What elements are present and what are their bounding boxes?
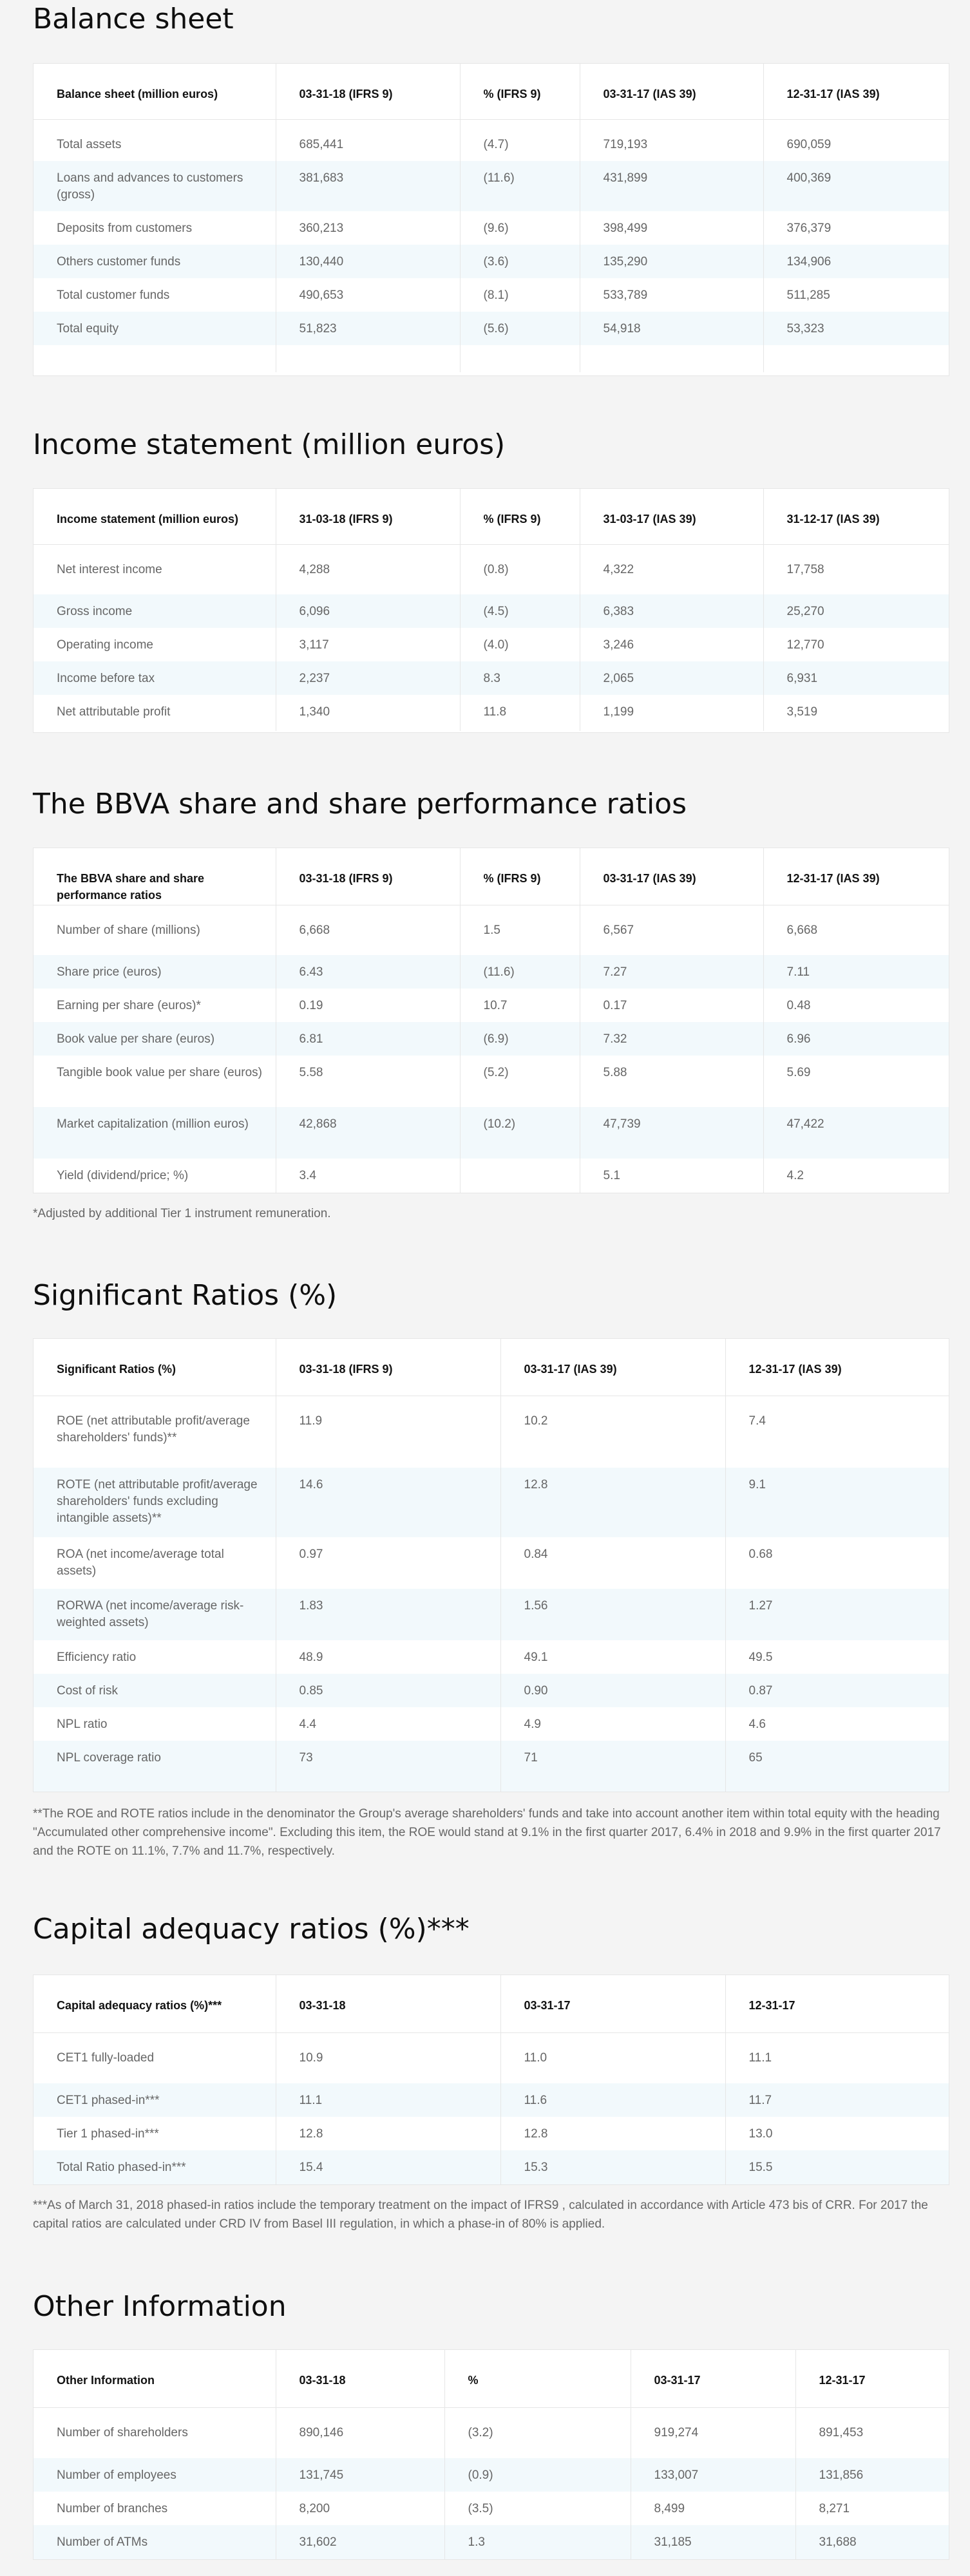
table-row bbox=[33, 2525, 949, 2559]
table-cell: 1.27 bbox=[725, 1589, 949, 1640]
capital-adequacy-footnote: ***As of March 31, 2018 phased-in ratios include the temporary treatment on the impact of IFRS9 , calculated in accordance with Article 473 bis of CRR. For 2017 the capital ratios are calculated under CRD IV from Basel III regulation, in which a phase-in of 80% is applied. bbox=[33, 2199, 928, 2231]
table-cell: 1.83 bbox=[276, 1589, 500, 1640]
table-row bbox=[33, 1468, 949, 1537]
table-row bbox=[33, 2117, 949, 2150]
table-cell: 7.4 bbox=[748, 1414, 766, 1428]
row-label: Tangible book value per share (euros) bbox=[33, 1056, 276, 1107]
table-cell: 4.6 bbox=[748, 1718, 766, 1731]
table-cell: (9.6) bbox=[460, 211, 580, 245]
table-cell: 130,440 bbox=[276, 245, 460, 278]
table-cell: 0.68 bbox=[748, 1548, 773, 1561]
header-row bbox=[33, 1339, 949, 1396]
table-cell: 3,246 bbox=[580, 628, 763, 661]
table-cell: (0.8) bbox=[460, 544, 580, 594]
header-row bbox=[33, 2350, 949, 2407]
table-row bbox=[33, 544, 949, 594]
row-label: CET1 phased-in*** bbox=[33, 2083, 276, 2117]
row-label: ROA (net income/average total assets) bbox=[33, 1537, 276, 1589]
header-row bbox=[33, 489, 949, 544]
empty-row bbox=[33, 345, 949, 372]
income-statement-table bbox=[33, 489, 949, 731]
other-information-table bbox=[33, 2350, 949, 2559]
table-cell: 1.56 bbox=[500, 1589, 725, 1640]
table-cell: 10.9 bbox=[276, 2032, 500, 2083]
column-header: 03-31-17 (IAS 39) bbox=[500, 1339, 725, 1396]
table-cell: 1.3 bbox=[444, 2525, 631, 2559]
empty-cell bbox=[276, 345, 460, 372]
table-cell: 134,906 bbox=[763, 245, 949, 278]
row-label: ROTE (net attributable profit/average shareholders' funds excluding intangible assets)** bbox=[33, 1468, 276, 1537]
row-label: RORWA (net income/average risk-weighted assets) bbox=[33, 1589, 276, 1640]
table-row bbox=[33, 1022, 949, 1056]
row-label: Total equity bbox=[33, 312, 276, 345]
table-cell: 719,193 bbox=[580, 119, 763, 161]
row-label: Yield (dividend/price; %) bbox=[33, 1159, 276, 1193]
table-row bbox=[33, 1707, 949, 1741]
table-cell: 511,285 bbox=[786, 288, 830, 302]
table-cell: 685,441 bbox=[276, 119, 460, 161]
table-cell: 2,065 bbox=[580, 661, 763, 695]
table-row bbox=[33, 1056, 949, 1107]
table-cell: 1,340 bbox=[276, 695, 460, 731]
table-cell: 73 bbox=[276, 1741, 500, 1792]
row-label: Net attributable profit bbox=[33, 695, 276, 731]
table-cell: 0.87 bbox=[725, 1674, 949, 1707]
table-cell: 6,668 bbox=[276, 905, 460, 955]
table-cell: 8,200 bbox=[276, 2492, 444, 2525]
row-label: Net interest income bbox=[33, 544, 276, 594]
table-cell: (5.6) bbox=[460, 312, 580, 345]
table-cell: 11.6 bbox=[500, 2083, 725, 2117]
table-cell: 49.5 bbox=[748, 1651, 773, 1664]
table-cell: 3.4 bbox=[276, 1159, 460, 1193]
table-cell: 376,379 bbox=[786, 221, 832, 235]
table-cell: 31,688 bbox=[795, 2525, 949, 2559]
income-statement-title: Income statement (million euros) bbox=[33, 428, 506, 461]
table-cell: 31,602 bbox=[276, 2525, 444, 2559]
table-cell: 6,096 bbox=[276, 594, 460, 628]
table-row bbox=[33, 2032, 949, 2083]
row-label: Market capitalization (million euros) bbox=[33, 1107, 276, 1159]
row-label: Number of shareholders bbox=[33, 2407, 276, 2458]
table-cell: (5.2) bbox=[460, 1056, 580, 1107]
table-cell: 0.17 bbox=[580, 989, 763, 1022]
table-cell: (3.6) bbox=[460, 245, 580, 278]
empty-cell bbox=[580, 345, 763, 372]
row-label: Cost of risk bbox=[33, 1674, 276, 1707]
table-row bbox=[33, 1741, 949, 1792]
column-header: Significant Ratios (%) bbox=[33, 1339, 276, 1396]
empty-cell bbox=[33, 345, 276, 372]
table-row bbox=[33, 989, 949, 1022]
column-header: 31-12-17 (IAS 39) bbox=[763, 489, 949, 544]
table-cell: 2,237 bbox=[276, 661, 460, 695]
table-cell: 0.97 bbox=[276, 1537, 500, 1589]
table-cell: 6,668 bbox=[786, 923, 818, 937]
table-row bbox=[33, 245, 949, 278]
table-cell: 12.8 bbox=[500, 1468, 725, 1537]
table-cell: 360,213 bbox=[276, 211, 460, 245]
row-label: Income before tax bbox=[33, 661, 276, 695]
table-cell: 6,931 bbox=[763, 661, 949, 695]
table-cell: 4.4 bbox=[276, 1707, 500, 1741]
table-cell: 15.5 bbox=[725, 2150, 949, 2184]
table-cell: 11.8 bbox=[460, 695, 580, 731]
table-row bbox=[33, 278, 949, 312]
table-cell: (4.0) bbox=[460, 628, 580, 661]
table-cell: 13.0 bbox=[748, 2127, 773, 2141]
column-header: 12-31-17 bbox=[725, 1975, 949, 2032]
table-row bbox=[33, 1396, 949, 1468]
table-row bbox=[33, 628, 949, 661]
table-cell: 31,185 bbox=[631, 2525, 795, 2559]
table-cell: 12,770 bbox=[786, 638, 824, 652]
table-row bbox=[33, 2407, 949, 2458]
header-row bbox=[33, 64, 949, 119]
table-row bbox=[33, 1589, 949, 1640]
table-cell: 131,745 bbox=[276, 2458, 444, 2492]
row-label: Number of employees bbox=[33, 2458, 276, 2492]
table-cell: 5.58 bbox=[276, 1056, 460, 1107]
table-cell: 131,856 bbox=[795, 2458, 949, 2492]
column-header: 03-31-18 (IFRS 9) bbox=[276, 848, 460, 905]
table-cell: 0.90 bbox=[500, 1674, 725, 1707]
table-cell: 4,322 bbox=[580, 544, 763, 594]
table-cell: 25,270 bbox=[763, 594, 949, 628]
table-row bbox=[33, 161, 949, 211]
table-cell: 4.9 bbox=[500, 1707, 725, 1741]
table-cell: (3.2) bbox=[444, 2407, 631, 2458]
table-cell: 8,499 bbox=[631, 2492, 795, 2525]
row-label: Number of ATMs bbox=[33, 2525, 276, 2559]
column-header: The BBVA share and share performance ratios bbox=[33, 848, 276, 905]
table-cell: 5.1 bbox=[580, 1159, 763, 1193]
table-cell: 4.2 bbox=[786, 1169, 804, 1182]
significant-ratios-card bbox=[33, 1338, 949, 1792]
column-header: 03-31-17 (IAS 39) bbox=[580, 848, 763, 905]
table-cell: 0.48 bbox=[786, 999, 811, 1012]
table-cell: 49.1 bbox=[500, 1640, 725, 1674]
table-cell: 7.32 bbox=[580, 1022, 763, 1056]
row-label: ROE (net attributable profit/average shareholders' funds)** bbox=[33, 1396, 276, 1468]
table-row bbox=[33, 312, 949, 345]
column-header: % bbox=[444, 2350, 631, 2407]
column-header: 31-03-17 (IAS 39) bbox=[580, 489, 763, 544]
row-label: Earning per share (euros)* bbox=[33, 989, 276, 1022]
column-header: 03-31-18 (IFRS 9) bbox=[276, 1339, 500, 1396]
capital-adequacy-title: Capital adequacy ratios (%)*** bbox=[33, 1913, 470, 1946]
row-label: Total Ratio phased-in*** bbox=[33, 2150, 276, 2184]
column-header: 31-03-18 (IFRS 9) bbox=[276, 489, 460, 544]
table-cell: 12.8 bbox=[276, 2117, 500, 2150]
table-cell: 65 bbox=[725, 1741, 949, 1792]
row-label: Total assets bbox=[33, 119, 276, 161]
table-cell: (8.1) bbox=[460, 278, 580, 312]
table-cell: 5.69 bbox=[786, 1066, 811, 1079]
table-row bbox=[33, 905, 949, 955]
table-cell: 5.88 bbox=[580, 1056, 763, 1107]
table-row bbox=[33, 2083, 949, 2117]
table-cell: 6.96 bbox=[763, 1022, 949, 1056]
table-cell: 3,519 bbox=[786, 705, 818, 719]
column-header: 03-31-18 bbox=[276, 2350, 444, 2407]
table-cell: 490,653 bbox=[276, 278, 460, 312]
row-label: Loans and advances to customers (gross) bbox=[33, 161, 276, 211]
table-cell: 11.7 bbox=[725, 2083, 949, 2117]
table-row bbox=[33, 1159, 949, 1193]
significant-ratios-table bbox=[33, 1339, 949, 1792]
table-cell: 51,823 bbox=[276, 312, 460, 345]
header-row bbox=[33, 1975, 949, 2032]
column-header: % (IFRS 9) bbox=[460, 64, 580, 119]
table-cell: 6,567 bbox=[580, 905, 763, 955]
table-cell: 10.2 bbox=[500, 1396, 725, 1468]
share-table bbox=[33, 848, 949, 1193]
table-cell: 0.19 bbox=[276, 989, 460, 1022]
table-cell: (3.5) bbox=[444, 2492, 631, 2525]
table-cell: 4,288 bbox=[276, 544, 460, 594]
table-row bbox=[33, 1640, 949, 1674]
column-header: % (IFRS 9) bbox=[460, 489, 580, 544]
table-cell: 133,007 bbox=[631, 2458, 795, 2492]
share-card bbox=[33, 848, 949, 1193]
column-header: 12-31-17 (IAS 39) bbox=[763, 848, 949, 905]
other-information-title: Other Information bbox=[33, 2290, 287, 2323]
table-cell: 12.8 bbox=[500, 2117, 725, 2150]
column-header: 03-31-17 bbox=[631, 2350, 795, 2407]
header-row bbox=[33, 848, 949, 905]
table-cell: 135,290 bbox=[580, 245, 763, 278]
table-cell: 17,758 bbox=[786, 562, 824, 576]
table-cell: 398,499 bbox=[580, 211, 763, 245]
table-cell: 47,739 bbox=[580, 1107, 763, 1159]
table-cell: 11.1 bbox=[748, 2050, 772, 2065]
row-label: Tier 1 phased-in*** bbox=[33, 2117, 276, 2150]
column-header: % (IFRS 9) bbox=[460, 848, 580, 905]
table-row bbox=[33, 955, 949, 989]
significant-ratios-footnote: **The ROE and ROTE ratios include in the denominator the Group's average shareholders' funds and take into account another item within total equity with the heading "Accumulated other comprehensive income". Excluding this item, the ROE would stand at 9.1% in the first quarter 2017, 6.4% in 2018 and 9.9% in the first quarter 2017 and the ROTE on 11.1%, 7.7% and 11.7%, respectively. bbox=[33, 1807, 941, 1858]
table-cell: 0.84 bbox=[500, 1537, 725, 1589]
table-cell: 919,274 bbox=[631, 2407, 795, 2458]
share-title: The BBVA share and share performance ratios bbox=[33, 788, 687, 820]
column-header: Balance sheet (million euros) bbox=[33, 64, 276, 119]
table-row bbox=[33, 2458, 949, 2492]
table-row bbox=[33, 1674, 949, 1707]
table-cell: 1.5 bbox=[460, 905, 580, 955]
table-cell: (0.9) bbox=[444, 2458, 631, 2492]
table-cell: (11.6) bbox=[460, 955, 580, 989]
table-cell: 400,369 bbox=[763, 161, 949, 211]
table-cell bbox=[460, 1159, 580, 1193]
table-row bbox=[33, 594, 949, 628]
table-cell: 71 bbox=[500, 1741, 725, 1792]
table-cell: 0.85 bbox=[276, 1674, 500, 1707]
column-header: 12-31-17 bbox=[795, 2350, 949, 2407]
capital-adequacy-table bbox=[33, 1975, 949, 2184]
row-label: Deposits from customers bbox=[33, 211, 276, 245]
empty-cell bbox=[763, 345, 949, 372]
table-cell: (10.2) bbox=[460, 1107, 580, 1159]
table-cell: 890,146 bbox=[276, 2407, 444, 2458]
other-information-card bbox=[33, 2349, 949, 2560]
table-row bbox=[33, 1107, 949, 1159]
column-header: 12-31-17 (IAS 39) bbox=[763, 64, 949, 119]
table-row bbox=[33, 211, 949, 245]
table-cell: 8.3 bbox=[460, 661, 580, 695]
table-cell: 6,383 bbox=[580, 594, 763, 628]
table-cell: 381,683 bbox=[276, 161, 460, 211]
table-cell: 6.43 bbox=[276, 955, 460, 989]
row-label: Share price (euros) bbox=[33, 955, 276, 989]
income-statement-card bbox=[33, 488, 949, 733]
column-header: 03-31-17 (IAS 39) bbox=[580, 64, 763, 119]
row-label: Total customer funds bbox=[33, 278, 276, 312]
row-label: Gross income bbox=[33, 594, 276, 628]
table-cell: 1,199 bbox=[580, 695, 763, 731]
table-cell: 15.3 bbox=[500, 2150, 725, 2184]
table-cell: 48.9 bbox=[276, 1640, 500, 1674]
column-header: 03-31-17 bbox=[500, 1975, 725, 2032]
table-row bbox=[33, 695, 949, 731]
table-row bbox=[33, 661, 949, 695]
row-label: Book value per share (euros) bbox=[33, 1022, 276, 1056]
table-cell: 9.1 bbox=[725, 1468, 949, 1537]
balance-sheet-title: Balance sheet bbox=[33, 3, 234, 35]
row-label: Operating income bbox=[33, 628, 276, 661]
capital-adequacy-card bbox=[33, 1975, 949, 2185]
table-cell: 53,323 bbox=[763, 312, 949, 345]
table-cell: 15.4 bbox=[276, 2150, 500, 2184]
table-cell: 11.1 bbox=[276, 2083, 500, 2117]
table-cell: 14.6 bbox=[276, 1468, 500, 1537]
row-label: Efficiency ratio bbox=[33, 1640, 276, 1674]
row-label: Number of share (millions) bbox=[33, 905, 276, 955]
column-header: 03-31-18 (IFRS 9) bbox=[276, 64, 460, 119]
balance-sheet-table bbox=[33, 64, 949, 372]
table-cell: 47,422 bbox=[763, 1107, 949, 1159]
column-header: 12-31-17 (IAS 39) bbox=[725, 1339, 949, 1396]
significant-ratios-title: Significant Ratios (%) bbox=[33, 1279, 338, 1312]
row-label: Number of branches bbox=[33, 2492, 276, 2525]
table-cell: 690,059 bbox=[786, 137, 832, 151]
table-row bbox=[33, 2150, 949, 2184]
table-cell: 7.27 bbox=[580, 955, 763, 989]
table-row bbox=[33, 119, 949, 161]
row-label: Others customer funds bbox=[33, 245, 276, 278]
table-cell: 11.0 bbox=[500, 2032, 725, 2083]
table-cell: 42,868 bbox=[276, 1107, 460, 1159]
table-row bbox=[33, 2492, 949, 2525]
table-cell: (11.6) bbox=[460, 161, 580, 211]
table-row bbox=[33, 1537, 949, 1589]
table-cell: 431,899 bbox=[580, 161, 763, 211]
column-header: Income statement (million euros) bbox=[33, 489, 276, 544]
column-header: Capital adequacy ratios (%)*** bbox=[33, 1975, 276, 2032]
table-cell: 891,453 bbox=[819, 2425, 864, 2439]
column-header: 03-31-18 bbox=[276, 1975, 500, 2032]
table-cell: (4.7) bbox=[460, 119, 580, 161]
share-footnote: *Adjusted by additional Tier 1 instrument remuneration. bbox=[33, 1207, 331, 1220]
table-cell: 6.81 bbox=[276, 1022, 460, 1056]
balance-sheet-card bbox=[33, 63, 949, 376]
row-label: NPL ratio bbox=[33, 1707, 276, 1741]
table-cell: 54,918 bbox=[580, 312, 763, 345]
table-cell: 3,117 bbox=[276, 628, 460, 661]
table-cell: 7.11 bbox=[763, 955, 949, 989]
table-cell: 533,789 bbox=[580, 278, 763, 312]
table-cell: 8,271 bbox=[819, 2502, 850, 2515]
row-label: NPL coverage ratio bbox=[33, 1741, 276, 1792]
table-cell: (4.5) bbox=[460, 594, 580, 628]
table-cell: 10.7 bbox=[460, 989, 580, 1022]
column-header: Other Information bbox=[33, 2350, 276, 2407]
empty-cell bbox=[460, 345, 580, 372]
table-cell: (6.9) bbox=[460, 1022, 580, 1056]
table-cell: 11.9 bbox=[276, 1396, 500, 1468]
row-label: CET1 fully-loaded bbox=[33, 2032, 276, 2083]
